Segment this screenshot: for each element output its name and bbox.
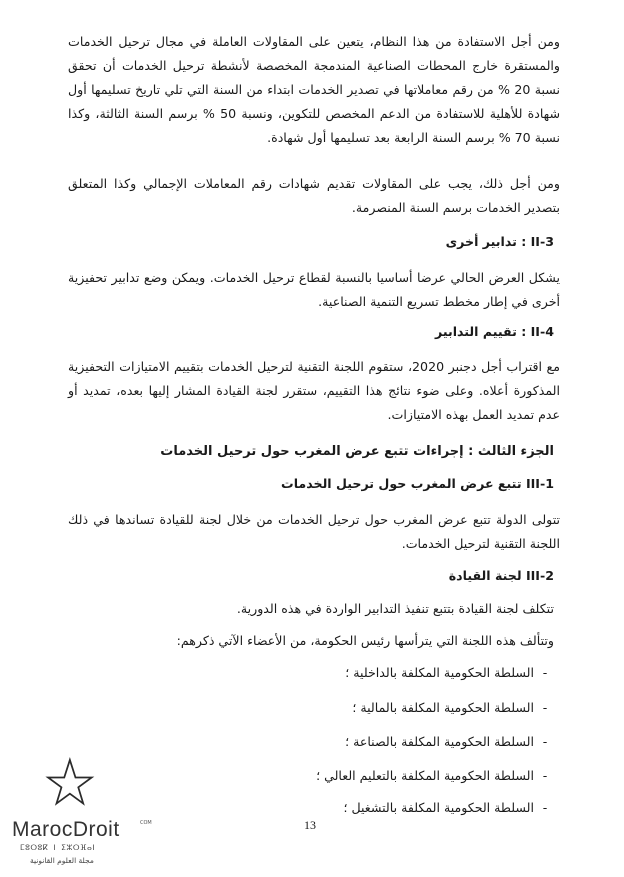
logo-tifinagh: ⵎⵓⵔⵓⴽ ⵏ ⵉⵣⵔⴼⴰⵏ <box>20 843 96 852</box>
list-item <box>343 797 556 819</box>
member-label: السلطة الحكومية المكلفة بالداخلية ؛ <box>345 665 534 680</box>
paragraph-certificates: ومن أجل ذلك، يجب على المقاولات تقديم شهادات رقم المعاملات الإجمالي وكذا المتعلق بتصدير الخدمات برسم السنة المنصرمة. <box>68 176 560 215</box>
page-number: 13 <box>304 818 316 832</box>
paragraph-eligibility: ومن أجل الاستفادة من هذا النظام، يتعين على المقاولات العاملة في مجال ترحيل الخدمات والمستقرة خارج المحطات الصناعية المندمجة المخصصة لأنشطة ترحيل الخدمات أن تحقق نسبة 20 % من رقم معاملاتها في تصدير الخدمات ابتداء من السنة التي تلي تاريخ تسليمها أول شهادة للأهلية للاستفادة من الدعم المخصص للتكوين، ونسبة 50 % برسم السنة الثالثة، وكذا نسبة 70 % برسم السنة الرابعة بعد تسليمها أول شهادة. <box>68 34 561 145</box>
heading-follow-up: III-1 تتبع عرض المغرب حول ترحيل الخدمات <box>281 476 554 491</box>
heading-part-three: الجزء الثالث : إجراءات تتبع عرض المغرب حول ترحيل الخدمات <box>160 444 554 459</box>
bullet-dash: - <box>542 768 548 783</box>
heading-other-measures: II-3 : تدابير أخرى <box>445 234 554 249</box>
heading-steering-committee: III-2 لجنة القيادة <box>448 568 554 583</box>
paragraph-committee-role: تتكلف لجنة القيادة بتتبع تنفيذ التدابير الواردة في هذه الدورية. <box>236 601 554 616</box>
list-item <box>345 731 556 753</box>
bullet-dash: - <box>542 734 548 749</box>
paragraph-evaluation: مع اقتراب أجل دجنبر 2020، ستقوم اللجنة التقنية لترحيل الخدمات بتقييم الامتيازات التحفيزية المذكورة أعلاه. وعلى ضوء نتائج هذا التقييم، ستقرر لجنة القيادة المشار إليها بعده، تمديد أو عدم تمديد العمل بهذه الامتيازات. <box>68 359 560 422</box>
member-label: السلطة الحكومية المكلفة بالصناعة ؛ <box>345 734 534 749</box>
paragraph-committee-members: وتتألف هذه اللجنة التي يترأسها رئيس الحكومة، من الأعضاء الآتي ذكرهم: <box>176 633 554 648</box>
bullet-dash: - <box>542 700 548 715</box>
list-item <box>345 662 556 684</box>
logo-wordmark: MarocDroit <box>12 818 120 841</box>
bullet-dash: - <box>542 665 548 680</box>
marocdroit-star-icon <box>40 750 100 810</box>
heading-evaluation: II-4 : تقييم التدابير <box>435 324 554 339</box>
list-item <box>352 697 556 719</box>
paragraph-follow-up: تتولى الدولة تتبع عرض المغرب حول ترحيل الخدمات من خلال لجنة للقيادة تساندها في ذلك اللجنة التقنية لترحيل الخدمات. <box>68 512 560 551</box>
member-label: السلطة الحكومية المكلفة بالتشغيل ؛ <box>343 800 534 815</box>
paragraph-other-measures: يشكل العرض الحالي عرضا أساسيا بالنسبة لقطاع ترحيل الخدمات. ويمكن وضع تدابير تحفيزية أخرى في إطار مخطط تسريع التنمية الصناعية. <box>68 270 560 309</box>
logo-tm: COM <box>140 820 152 826</box>
member-label: السلطة الحكومية المكلفة بالتعليم العالي ؛ <box>316 768 534 783</box>
bullet-dash: - <box>542 800 548 815</box>
logo-arabic-subtitle: مجلة العلوم القانونية <box>30 856 94 865</box>
list-item <box>316 765 556 787</box>
member-label: السلطة الحكومية المكلفة بالمالية ؛ <box>352 700 534 715</box>
